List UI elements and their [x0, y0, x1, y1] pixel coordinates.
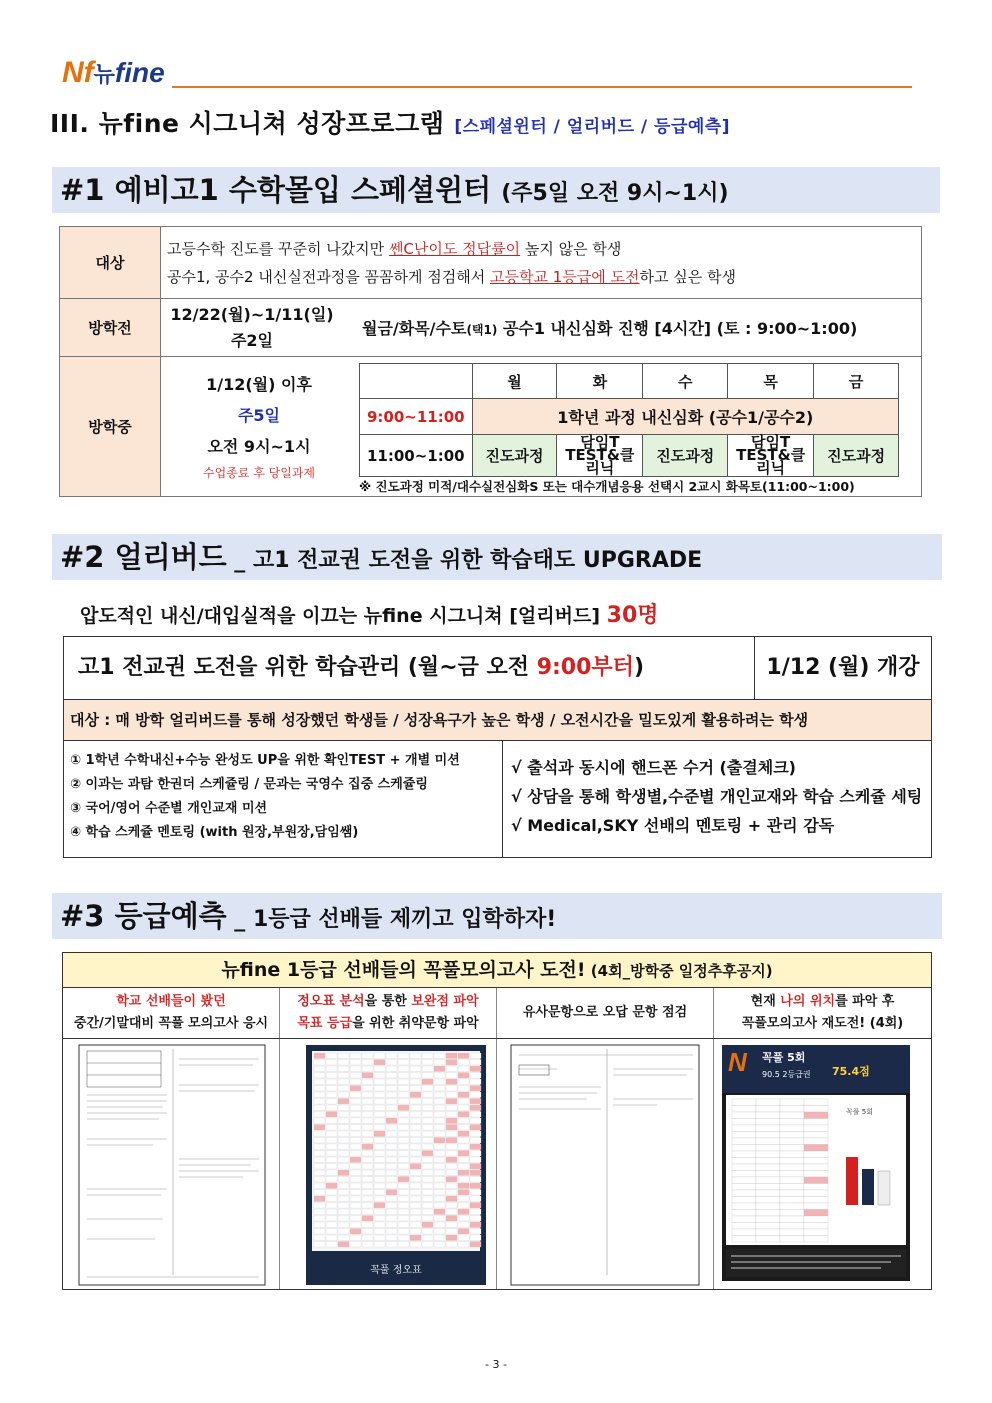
mock-exam-box [62, 952, 932, 1290]
thumb-answer-sheet [280, 1039, 497, 1289]
report-table-icon [726, 1095, 906, 1245]
list-item: ① 1학년 수학내신+수능 완성도 UP을 위한 확인TEST + 개별 미션 [70, 753, 460, 768]
list-item: ④ 학습 스케쥴 멘토링 (with 원장,부원장,담임쌤) [70, 825, 359, 840]
step1-desc: 학교 선배들이 봤던 중간/기말대비 꼭풀 모의고사 응시 [63, 988, 280, 1038]
step2-desc: 정오표 분석을 통한 보완점 파악 목표 등급을 위한 취약문항 파악 [280, 988, 497, 1038]
worksheet-icon [497, 1039, 713, 1289]
earlybird-target: 대상 : 매 방학 얼리버드를 통해 성장했던 학생들 / 성장욕구가 높은 학생 / 오전시간을 밀도있게 활용하려는 학생 [64, 700, 931, 741]
header-rule [172, 86, 912, 88]
pre-vacation-row: 12/22(월)~1/11(일) 주2일 월금/화목/수토(택1) 공수1 내신심화 진행 [4시간] (토 : 9:00~1:00) [161, 299, 922, 357]
report-title: 꼭풀 5회 [762, 1051, 806, 1064]
list-item: √ 출석과 동시에 핸드폰 수거 (출결체크) [511, 758, 796, 777]
report-stats: 90.5 2등급권 [762, 1070, 811, 1079]
page-subtitle: [스페셜윈터 / 얼리버드 / 등급예측] [454, 117, 730, 137]
earlybird-title: 고1 전교권 도전을 위한 학습관리 (월~금 오전 9:00부터) [64, 637, 755, 699]
open-date: 1/12 (월) 개강 [766, 655, 920, 680]
exam-paper-icon [63, 1039, 279, 1289]
answer-sheet-caption: 꼭풀 정오표 [370, 1265, 422, 1276]
step4-desc: 현재 나의 위치를 파악 후 꼭풀모의고사 재도전! (4회) [741, 994, 904, 1031]
list-item: ② 이과는 과탐 한권더 스케쥴링 / 문과는 국영수 집중 스케쥴링 [70, 777, 428, 792]
list-item: ③ 국어/영어 수준별 개인교재 미션 [70, 801, 268, 816]
target-label: 대상 [60, 227, 161, 299]
thumb-similar-problems [497, 1039, 714, 1289]
pre-vacation-label: 방학전 [60, 299, 161, 357]
step3-desc: 유사문항으로 오답 문항 점검 [497, 988, 714, 1038]
list-item: √ 상담을 통해 학생별,수준별 개인교재와 학습 스케쥴 세팅 [511, 787, 923, 806]
earlybird-left-list [64, 741, 503, 857]
brand-logo: Nf뉴fine [62, 56, 165, 89]
mid-vacation-row: 1/12(월) 이후 주5일 오전 9시~1시 수업종료 후 당일과제 월 화 수 목 금 9:00~11:00 1학년 과정 내신심화 (공수1/공수2) 11:00~1:00 진도과정 담임T TEST&클리닉 진도과정 담임T TEST&클리닉 진도과정 ※ 진도과정 미적/대수실전심화S 또는 대수개념응용 선택시 2교시 화목토(11:00~1:00) [161, 357, 922, 497]
schedule-grid: 월 화 수 목 금 9:00~11:00 1학년 과정 내신심화 (공수1/공수2) 11:00~1:00 진도과정 담임T TEST&클리닉 진도과정 담임T TEST&클리닉 진도과정 [359, 363, 899, 477]
footnote: ※ 진도과정 미적/대수실전심화S 또는 대수개념응용 선택시 2교시 화목토(11:00~1:00) [359, 479, 855, 494]
section1-title: #1 예비고1 수학몰입 스페셜윈터 (주5일 오전 9시~1시) [52, 167, 940, 213]
thumb-score-report [714, 1039, 931, 1289]
thumb-exam-paper [63, 1039, 280, 1289]
mock-exam-title: 뉴fine 1등급 선배들의 꼭풀모의고사 도전! (4회_방학중 일정추후공지) [63, 953, 931, 988]
report-score: 75.4점 [832, 1065, 870, 1078]
mid-vacation-label: 방학중 [60, 357, 161, 497]
answer-table-icon [280, 1039, 496, 1289]
report-chart-label: 꼭풀 5회 [846, 1108, 873, 1116]
section2-title: #2 얼리버드 _ 고1 전교권 도전을 위한 학습태도 UPGRADE [52, 534, 942, 580]
section2-lead: 압도적인 내신/대입실적을 이끄는 뉴fine 시그니쳐 [얼리버드] 30명 [80, 603, 659, 628]
list-item: √ Medical,SKY 선배의 멘토링 + 관리 감독 [511, 816, 835, 835]
section1-table [59, 226, 922, 497]
report-logo-icon: N [728, 1047, 747, 1077]
target-desc: 고등수학 진도를 꾸준히 나갔지만 쎈C난이도 정답률이 높지 않은 학생 공수1, 공수2 내신실전과정을 꼼꼼하게 점검해서 고등학교 1등급에 도전하고 싶은 학생 [161, 227, 922, 299]
page-number: - 3 - [485, 1358, 507, 1371]
section3-title: #3 등급예측 _ 1등급 선배들 제끼고 입학하자! [52, 893, 942, 939]
page-title: III. 뉴fine 시그니쳐 성장프로그램 [스페셜윈터 / 얼리버드 / 등급예측] [50, 109, 730, 138]
earlybird-right-list [503, 741, 931, 857]
earlybird-box [63, 636, 932, 858]
